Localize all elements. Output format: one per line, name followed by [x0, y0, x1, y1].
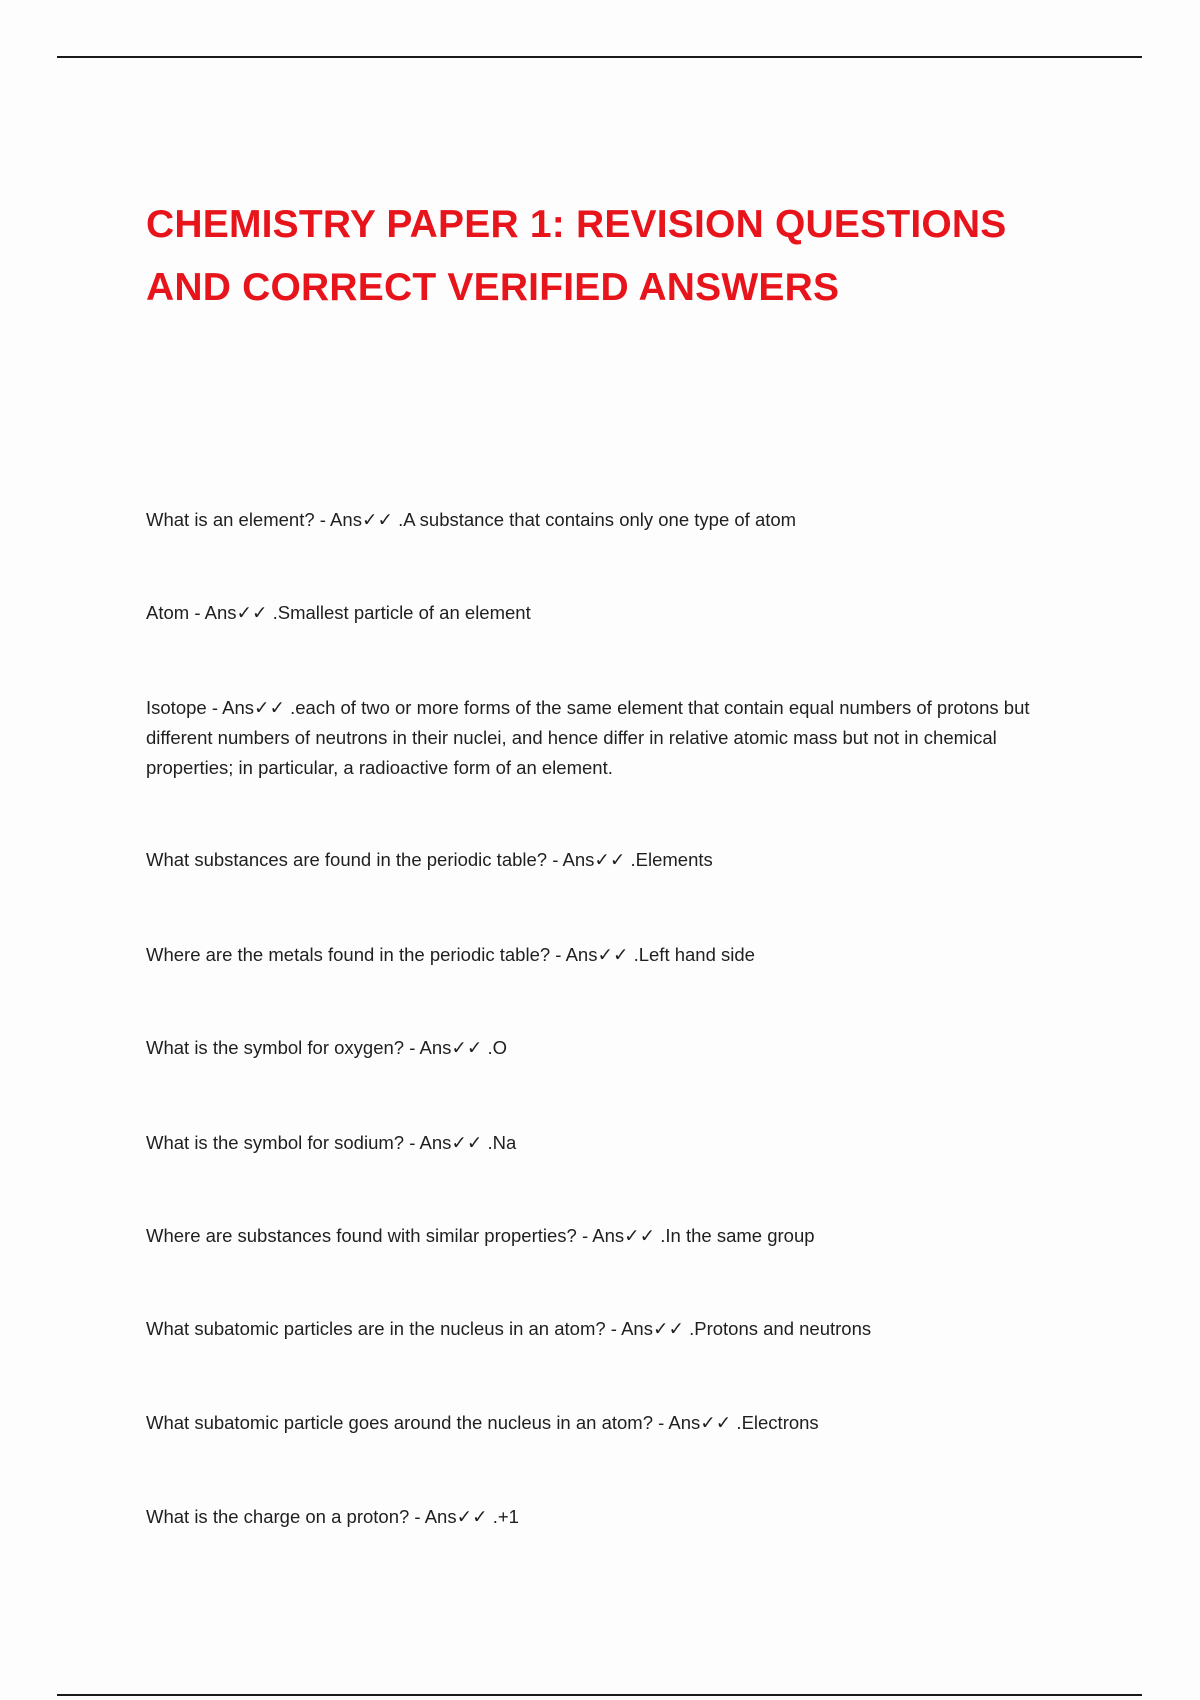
qa-item-periodic-substances: What substances are found in the periodic table? - Ans✓✓ .Elements — [146, 849, 713, 870]
bottom-divider — [57, 1694, 1142, 1696]
qa-item-electrons: What subatomic particle goes around the nucleus in an atom? - Ans✓✓ .Electrons — [146, 1412, 819, 1433]
qa-item-element: What is an element? - Ans✓✓ .A substance that contains only one type of atom — [146, 509, 797, 530]
qa-item-oxygen-symbol: What is the symbol for oxygen? - Ans✓✓ .O — [146, 1037, 508, 1058]
qa-item-proton-charge: What is the charge on a proton? - Ans✓✓ .+1 — [146, 1506, 519, 1527]
qa-item-nucleus-particles: What subatomic particles are in the nucleus in an atom? - Ans✓✓ .Protons and neutrons — [146, 1318, 872, 1339]
qa-item-isotope: Isotope - Ans✓✓ .each of two or more forms of the same element that contain equal numbers of protons but different numbers of neutrons in their nuclei, and hence differ in relative atomic mass but not in chemical properties; in particular, a radioactive form of an element. — [146, 697, 1030, 778]
document-body — [146, 193, 1076, 1527]
qa-item-similar-properties: Where are substances found with similar properties? - Ans✓✓ .In the same group — [146, 1225, 815, 1246]
top-divider — [57, 56, 1142, 58]
qa-item-atom: Atom - Ans✓✓ .Smallest particle of an element — [146, 602, 531, 623]
qa-item-sodium-symbol: What is the symbol for sodium? - Ans✓✓ .Na — [146, 1132, 517, 1153]
qa-item-metals: Where are the metals found in the periodic table? - Ans✓✓ .Left hand side — [146, 944, 755, 965]
document-title: CHEMISTRY PAPER 1: REVISION QUESTIONS AND CORRECT VERIFIED ANSWERS — [146, 203, 1007, 309]
